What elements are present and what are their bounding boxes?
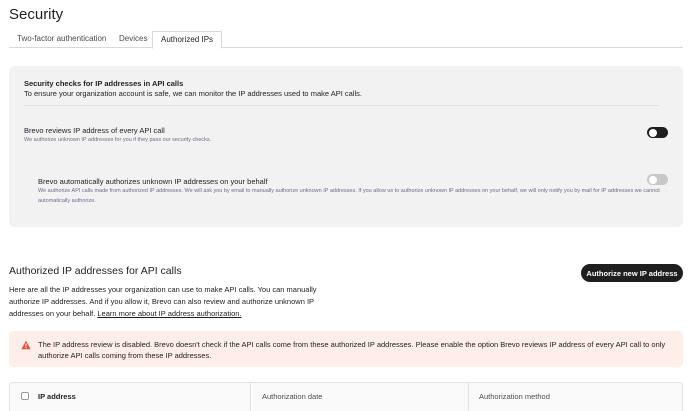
security-checks-title: Security checks for IP addresses in API calls (24, 79, 184, 88)
column-header-authorization-method[interactable]: Authorization method (479, 392, 550, 401)
column-divider (250, 383, 251, 411)
auto-authorize-option-title: Brevo automatically authorizes unknown IP addresses on your behalf (38, 177, 268, 186)
column-header-authorization-date[interactable]: Authorization date (262, 392, 323, 401)
alert-message: The IP address review is disabled. Brevo doesn't check if the API calls come from these authorized IP addresses. Please enable the option Brevo reviews IP address of every API call to only authorize API calls coming from these IP addresses. (38, 340, 666, 360)
auto-authorize-option-description: We authorize API calls made from authorized IP addresses. We will ask you by email to manually authorize unknown IP addresses. If you allow us to authorize unknown IP addresses on your behalf, we will only notify you by mail for IP addresses we cannot automatically authorize. (38, 188, 660, 204)
tab-two-factor-authentication[interactable]: Two-factor authentication (17, 34, 107, 43)
authorized-ips-table (9, 382, 683, 411)
review-option-title: Brevo reviews IP address of every API call (24, 126, 165, 135)
authorized-ips-title: Authorized IP addresses for API calls (9, 265, 182, 277)
toggle-knob (649, 129, 657, 137)
authorized-ips-description (9, 284, 329, 320)
toggle-knob (649, 176, 657, 184)
tab-bar (9, 31, 683, 48)
tab-authorized-ips[interactable]: Authorized IPs (152, 31, 222, 49)
auto-authorize-toggle[interactable] (647, 174, 668, 185)
authorized-ips-description-text: Here are all the IP addresses your organization can use to make API calls. You can manually authorize IP addresses. And if you allow it, Brevo can also review and authorize unknown IP addresses on your behalf. (9, 285, 317, 318)
select-all-checkbox[interactable] (21, 392, 29, 400)
review-option-description: We authorize unknown IP addresses for you if they pass our security checks. (24, 137, 212, 143)
divider (24, 105, 659, 106)
learn-more-link[interactable]: Learn more about IP address authorization. (97, 309, 242, 318)
tab-devices[interactable]: Devices (119, 34, 148, 43)
page-title: Security (9, 6, 64, 23)
warning-icon (21, 340, 31, 350)
review-disabled-alert (9, 331, 683, 367)
security-checks-description: To ensure your organization account is safe, we can monitor the IP addresses used to make API calls. (24, 89, 362, 98)
authorize-new-ip-button[interactable]: Authorize new IP address (581, 264, 683, 282)
column-header-ip-address[interactable]: IP address (38, 392, 76, 401)
security-checks-panel (9, 66, 683, 227)
review-ip-toggle[interactable] (647, 127, 668, 138)
column-divider (468, 383, 469, 411)
